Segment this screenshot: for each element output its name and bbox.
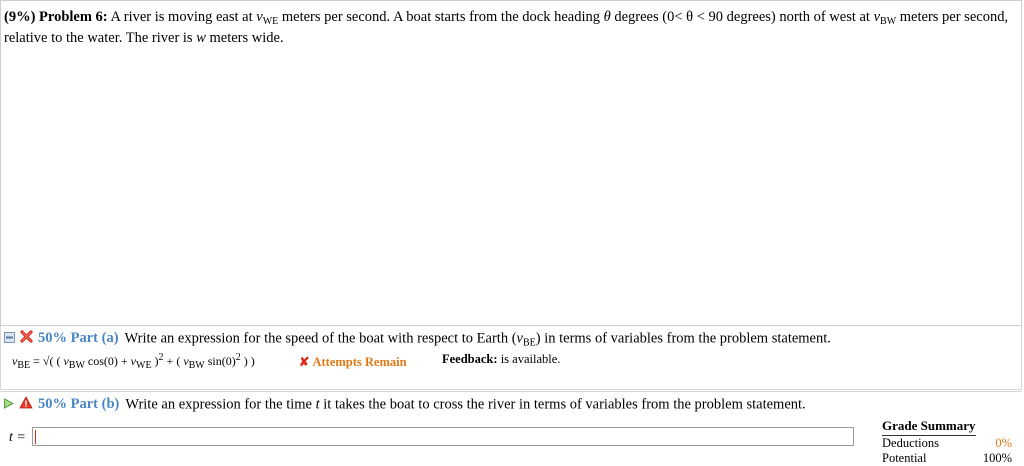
problem-text-3: degrees (0< θ < 90 degrees) north of west at: [610, 9, 874, 25]
problem-text-1: A river is moving east at: [110, 9, 257, 25]
attempts-remain-status: [299, 354, 407, 370]
var-v-we: v: [256, 9, 263, 25]
deductions-value: 0%: [995, 436, 1012, 450]
part-b-label: 50% Part (b): [38, 396, 120, 413]
part-a-label: 50% Part (a): [38, 330, 119, 347]
ans-mid: + (: [163, 354, 184, 368]
potential-label: Potential: [882, 451, 927, 465]
grade-summary-title: Grade Summary: [882, 418, 976, 436]
ans-t3-v: v: [183, 354, 189, 368]
var-t: t: [315, 396, 320, 413]
expand-arrow-icon[interactable]: [3, 397, 14, 414]
var-theta: θ: [603, 9, 611, 25]
var-v-bw-sub: BW: [880, 16, 897, 27]
problem-text-5: meters wide.: [205, 30, 284, 46]
feedback-text: is available.: [497, 352, 561, 366]
problem-percent: (9%): [4, 9, 36, 25]
answer-input[interactable]: [32, 427, 854, 446]
var-v-bw: v: [873, 9, 881, 25]
ans-t3-sub: BW: [188, 360, 205, 371]
part-b-prompt-1: Write an expression for the time: [125, 396, 316, 413]
problem-text-2: meters per second. A boat starts from the dock heading: [278, 9, 604, 25]
ans-t2-v: v: [130, 354, 136, 368]
ans-lhs-v: v: [12, 354, 18, 368]
grade-summary: [882, 418, 1012, 466]
ans-t2-sub: WE: [136, 360, 152, 371]
deductions-label: Deductions: [882, 436, 939, 450]
ans-sq1: 2: [158, 352, 164, 363]
part-a-header: [4, 330, 831, 348]
ans-t1-rest: cos(0) +: [84, 354, 131, 368]
ans-t1-sub: BW: [68, 360, 85, 371]
feedback-link[interactable]: [442, 352, 560, 367]
text-caret: [35, 430, 36, 444]
ans-t1-v: v: [63, 354, 69, 368]
ans-t3-rest: sin(0): [204, 354, 236, 368]
var-v-be: v: [516, 330, 523, 347]
attempts-x-icon: ✘: [299, 355, 310, 369]
warning-icon: [19, 396, 33, 414]
incorrect-x-icon: [20, 330, 33, 348]
var-v-be-sub: BE: [522, 337, 536, 349]
potential-value: 100%: [982, 451, 1012, 465]
potential-row: [882, 451, 1012, 466]
ans-sq2: 2: [235, 352, 241, 363]
part-a-prompt-1: Write an expression for the speed of the boat with respect to Earth (: [124, 330, 517, 347]
part-a-submitted-answer: [12, 354, 255, 369]
problem-statement: [4, 7, 1014, 49]
var-w: w: [196, 30, 206, 46]
part-a-panel: [0, 326, 1022, 390]
part-a-prompt-2: ) in terms of variables from the problem statement.: [535, 330, 831, 347]
part-b-prompt-2: it takes the boat to cross the river in terms of variables from the problem statement.: [319, 396, 806, 413]
part-b-header: [3, 396, 806, 414]
problem-number: Problem 6:: [39, 9, 108, 25]
attempts-text: Attempts Remain: [312, 355, 407, 369]
ans-eq: = √( (: [30, 354, 64, 368]
collapse-icon[interactable]: [4, 331, 15, 348]
answer-input-label: t =: [9, 430, 26, 445]
ans-end: ) ): [240, 354, 255, 368]
ans-t2-rest: ): [151, 354, 159, 368]
feedback-label: Feedback:: [442, 352, 498, 366]
ans-lhs-sub: BE: [17, 360, 31, 371]
deductions-row: [882, 436, 1012, 451]
part-b-panel: [0, 391, 1022, 465]
var-v-we-sub: WE: [262, 16, 279, 27]
problem-text-4: meters per second, relative to the water. The river is: [4, 9, 1009, 46]
